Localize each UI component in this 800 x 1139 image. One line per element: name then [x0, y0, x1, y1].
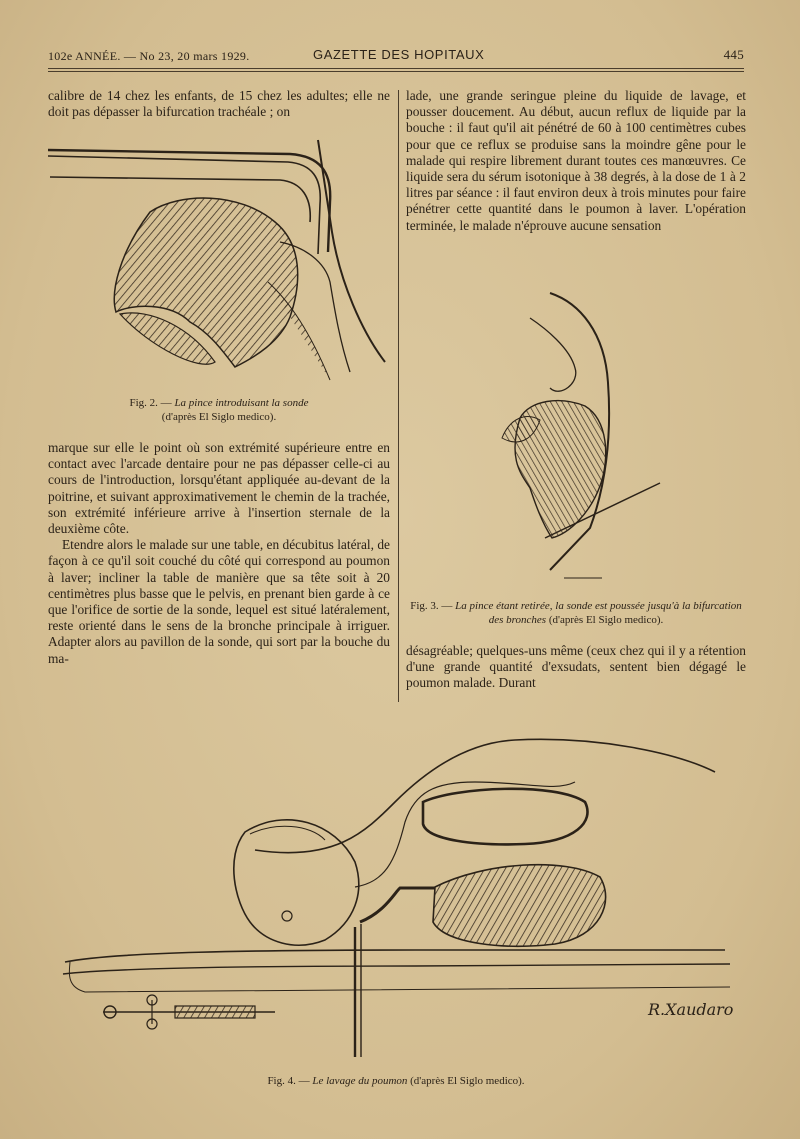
caption-label: Fig. 4. —	[267, 1075, 310, 1087]
figure-3-illustration	[490, 288, 670, 590]
header-rule	[48, 68, 744, 69]
right-column-bottom-text	[406, 643, 746, 692]
illustrator-signature: R.Xaudaro	[648, 1000, 734, 1019]
paragraph: Etendre alors le malade sur une table, en décubitus latéral, de façon à ce qu'il soit couché du côté qui correspond au poumon à laver; incliner la table de manière que sa tête soit à 20 centimètres plus basse que le pelvis, en prenant bien garde à ce que l'orifice de sortie de la sonde, lequel est situé latéralement, reste orienté dans le sens de la bronche principale à irriguer. Adapter alors au pavillon de la sonde, qui sort par la bouche du ma-	[48, 537, 390, 666]
caption-label: Fig. 3. —	[410, 600, 453, 612]
caption-title: La pince étant retirée, la sonde est poussée jusqu'à la bifurcation des bronches	[455, 600, 742, 626]
caption-credit: (d'après El Siglo medico).	[410, 1075, 525, 1087]
caption-credit: (d'après El Siglo medico).	[548, 614, 664, 626]
header-rule-secondary	[48, 71, 744, 72]
left-column-top-text	[48, 88, 390, 120]
journal-title: GAZETTE DES HOPITAUX	[313, 47, 485, 62]
figure-4-caption	[48, 1074, 744, 1088]
issue-info: 102e ANNÉE. — No 23, 20 mars 1929.	[48, 49, 250, 63]
figure-2-caption	[48, 396, 390, 424]
right-column-top-text	[406, 88, 746, 234]
caption-title: Le lavage du poumon	[312, 1075, 408, 1087]
left-column-body	[48, 440, 390, 667]
paragraph: lade, une grande seringue pleine du liquide de lavage, et pousser doucement. Au début, aucun reflux de liquide par la bouche : il faut qu'il ait pénétré de 60 à 100 centimètres cubes pour que ce reflux se produise sans la moindre gêne pour le malade qui respire librement durant toutes ces manœuvres. Ce liquide sera du sérum isotonique à 38 degrés, à la dose de 1 à 2 litres par séance : il faut environ deux à trois minutes pour faire pénétrer cette quantité dans le poumon à laver. L'opération terminée, le malade n'éprouve aucune sensation	[406, 88, 746, 233]
caption-credit: (d'après El Siglo medico).	[161, 411, 277, 423]
column-divider	[398, 90, 399, 702]
page-number: 445	[723, 47, 744, 62]
paragraph: désagréable; quelques-uns même (ceux chez qui il y a rétention d'une grande quantité d'exsudats, sentent bien dégagé le poumon malade. Durant	[406, 643, 746, 691]
figure-2-illustration	[40, 132, 392, 390]
page-header	[48, 46, 744, 66]
caption-label: Fig. 2. —	[129, 397, 172, 409]
paragraph: marque sur elle le point où son extrémité supérieure entre en contact avec l'arcade dentaire pour ne pas dépasser celle-ci au cours de l'introduction, lorsqu'étant appliquée au-devant de la poitrine, et suivant approximativement le chemin de la trachée, son extrémité inférieure arrive à l'insertion sternale de la deuxième côte.	[48, 440, 390, 537]
figure-4-illustration	[55, 712, 745, 1062]
figure-3-caption	[408, 599, 744, 627]
paragraph: calibre de 14 chez les enfants, de 15 chez les adultes; elle ne doit pas dépasser la bifurcation trachéale ; on	[48, 88, 390, 120]
caption-title: La pince introduisant la sonde	[174, 397, 309, 409]
